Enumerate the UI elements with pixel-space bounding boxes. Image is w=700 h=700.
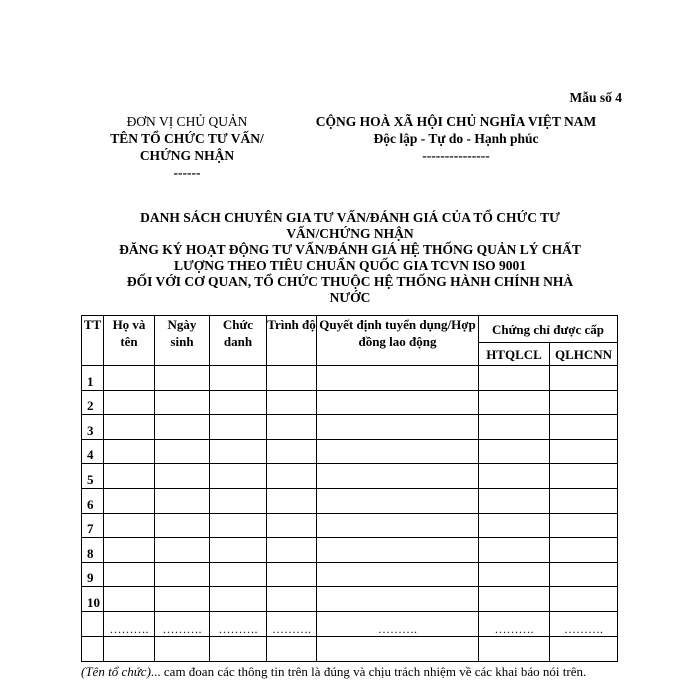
table-cell xyxy=(267,636,317,661)
table-cell xyxy=(155,390,210,415)
table-cell xyxy=(104,366,155,391)
table-row xyxy=(82,415,618,440)
table-cell xyxy=(479,415,550,440)
table-cell xyxy=(267,513,317,538)
table-cell xyxy=(155,439,210,464)
table-row xyxy=(82,562,618,587)
dots-cell-cert1: ………. xyxy=(479,611,550,636)
table-cell xyxy=(210,464,267,489)
organization-name-cont: CHỨNG NHẬN xyxy=(139,148,235,163)
header-cert-group: Chứng chỉ được cấp xyxy=(479,316,618,343)
table-cell xyxy=(210,538,267,563)
title-line-2: VẤN/CHỨNG NHẬN xyxy=(286,226,414,241)
table-cell xyxy=(267,562,317,587)
right-divider: --------------- xyxy=(422,148,490,163)
table-cell xyxy=(550,439,618,464)
title-line-3: ĐĂNG KÝ HOẠT ĐỘNG TƯ VẤN/ĐÁNH GIÁ HỆ THỐNG QUẢN LÝ CHẤT xyxy=(119,242,581,257)
title-line-6: NƯỚC xyxy=(329,290,371,305)
dots-cell-cert2: ………. xyxy=(550,611,618,636)
table-cell xyxy=(267,366,317,391)
dots-cell-dob: ………. xyxy=(155,611,210,636)
row-number: 5 xyxy=(82,464,104,489)
table-cell xyxy=(104,513,155,538)
table-cell xyxy=(479,538,550,563)
table-cell xyxy=(82,636,104,661)
table-cell xyxy=(550,513,618,538)
header-decision: Quyết định tuyển dụng/Hợp đồng lao động xyxy=(317,316,479,366)
header-name: Họ và tên xyxy=(104,316,155,366)
parent-unit: ĐƠN VỊ CHỦ QUẢN xyxy=(126,114,248,129)
dots-cell-decision: ………. xyxy=(317,611,479,636)
table-cell xyxy=(104,415,155,440)
table-row xyxy=(82,390,618,415)
dots-cell-level: ………. xyxy=(267,611,317,636)
left-divider: ------ xyxy=(173,165,201,180)
table-cell xyxy=(210,562,267,587)
row-number: 10 xyxy=(82,587,104,612)
form-number: Mẫu số 4 xyxy=(569,90,622,105)
table-cell xyxy=(210,513,267,538)
declaration-text: ... cam đoan các thông tin trên là đúng và chịu trách nhiệm về các khai báo nói trên. xyxy=(150,664,587,679)
table-cell xyxy=(550,390,618,415)
table-cell xyxy=(479,562,550,587)
table-cell xyxy=(267,390,317,415)
table-cell xyxy=(267,415,317,440)
organization-name: TÊN TỔ CHỨC TƯ VẤN/ xyxy=(110,131,264,146)
table-cell xyxy=(155,587,210,612)
table-cell xyxy=(317,587,479,612)
title-line-1: DANH SÁCH CHUYÊN GIA TƯ VẤN/ĐÁNH GIÁ CỦA TỔ CHỨC TƯ xyxy=(140,210,560,225)
row-number: 1 xyxy=(82,366,104,391)
table-cell xyxy=(104,390,155,415)
declaration-org-placeholder: (Tên tổ chức) xyxy=(81,664,151,679)
table-cell xyxy=(317,538,479,563)
table-cell xyxy=(317,439,479,464)
table-cell xyxy=(317,513,479,538)
table-cell xyxy=(155,636,210,661)
header-cert-qlhcnn: QLHCNN xyxy=(550,343,618,366)
document-title xyxy=(80,210,620,306)
table-cell xyxy=(550,587,618,612)
table-cell xyxy=(479,464,550,489)
table-cell xyxy=(210,390,267,415)
table-cell xyxy=(317,390,479,415)
table-cell xyxy=(267,538,317,563)
table-cell xyxy=(267,488,317,513)
dots-cell-tt xyxy=(82,611,104,636)
row-number: 4 xyxy=(82,439,104,464)
header-row-1 xyxy=(82,316,618,343)
table-row xyxy=(82,587,618,612)
table-cell xyxy=(317,366,479,391)
table-cell xyxy=(210,587,267,612)
table-cell xyxy=(210,488,267,513)
issuing-organization-header xyxy=(98,113,276,181)
table-cell xyxy=(550,464,618,489)
title-line-5: ĐỐI VỚI CƠ QUAN, TỔ CHỨC THUỘC HỆ THỐNG HÀNH CHÍNH NHÀ xyxy=(126,274,574,289)
table-cell xyxy=(155,366,210,391)
table-cell xyxy=(104,464,155,489)
dots-cell-name: ………. xyxy=(104,611,155,636)
table-row xyxy=(82,366,618,391)
header-tt: TT xyxy=(82,316,104,366)
header-cert-htqlcl: HTQLCL xyxy=(479,343,550,366)
table-cell xyxy=(104,636,155,661)
table-row xyxy=(82,538,618,563)
table-cell xyxy=(317,562,479,587)
row-number: 6 xyxy=(82,488,104,513)
table-cell xyxy=(479,366,550,391)
national-header xyxy=(288,113,624,164)
row-number: 8 xyxy=(82,538,104,563)
empty-row xyxy=(82,636,618,661)
row-number: 9 xyxy=(82,562,104,587)
table-cell xyxy=(104,562,155,587)
table-cell xyxy=(155,415,210,440)
table-cell xyxy=(155,538,210,563)
table-cell xyxy=(550,488,618,513)
dots-cell-position: ………. xyxy=(210,611,267,636)
table-cell xyxy=(479,587,550,612)
table-row xyxy=(82,464,618,489)
table-cell xyxy=(550,538,618,563)
dots-row xyxy=(82,611,618,636)
table-cell xyxy=(317,488,479,513)
table-cell xyxy=(317,464,479,489)
national-motto: Độc lập - Tự do - Hạnh phúc xyxy=(373,131,539,146)
header-position: Chức danh xyxy=(210,316,267,366)
row-number: 3 xyxy=(82,415,104,440)
table-body xyxy=(82,366,618,612)
table-cell xyxy=(104,439,155,464)
table-cell xyxy=(479,513,550,538)
table-cell xyxy=(267,439,317,464)
table-cell xyxy=(210,439,267,464)
table-row xyxy=(82,488,618,513)
table-cell xyxy=(155,562,210,587)
table-cell xyxy=(104,488,155,513)
row-number: 2 xyxy=(82,390,104,415)
expert-list-table xyxy=(81,315,618,662)
table-cell xyxy=(317,636,479,661)
table-cell xyxy=(479,488,550,513)
table-cell xyxy=(210,366,267,391)
table-cell xyxy=(479,439,550,464)
table-cell xyxy=(210,415,267,440)
table-cell xyxy=(550,415,618,440)
table-cell xyxy=(317,415,479,440)
table-cell xyxy=(479,636,550,661)
table-cell xyxy=(210,636,267,661)
table-cell xyxy=(155,513,210,538)
table-row xyxy=(82,439,618,464)
table-cell xyxy=(479,390,550,415)
table-cell xyxy=(267,464,317,489)
title-line-4: LƯỢNG THEO TIÊU CHUẨN QUỐC GIA TCVN ISO 9001 xyxy=(173,258,527,273)
table-cell xyxy=(267,587,317,612)
table-cell xyxy=(155,464,210,489)
table-row xyxy=(82,513,618,538)
table-cell xyxy=(155,488,210,513)
table-cell xyxy=(104,587,155,612)
declaration-note xyxy=(81,664,621,680)
header-level: Trình độ xyxy=(267,316,317,366)
national-title: CỘNG HOÀ XÃ HỘI CHỦ NGHĨA VIỆT NAM xyxy=(315,114,597,129)
table-cell xyxy=(550,562,618,587)
header-dob: Ngày sinh xyxy=(155,316,210,366)
row-number: 7 xyxy=(82,513,104,538)
table-cell xyxy=(104,538,155,563)
table-cell xyxy=(550,636,618,661)
table-cell xyxy=(550,366,618,391)
